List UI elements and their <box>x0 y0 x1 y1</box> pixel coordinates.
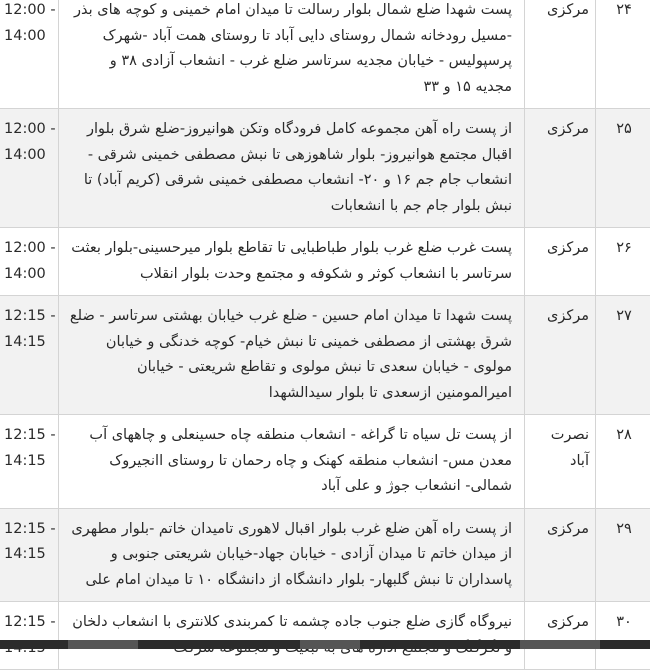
time-end: 14:00 <box>4 262 56 288</box>
row-number: ۳۰ <box>596 602 650 670</box>
area-description: نیروگاه گازی ضلع جنوب جاده چشمه تا کمربندی کلانتری با انشعاب دلخان <box>59 602 525 670</box>
table-row <box>0 602 650 670</box>
region-cell: مرکزی <box>525 0 596 109</box>
table-row <box>0 508 650 602</box>
area-description: از پست راه آهن مجموعه کامل فرودگاه وتکن هوانیروز-ضلع شرق بلوار اقبال مجتمع هوانیروز- بلوار شاهوزهی تا نبش مصطفی خمینی شرقی - انشعاب جام جم ۱۶ و ۲۰- انشعاب مصطفی خمینی شرقی (کریم آباد) تا نبش بلوار جام جم با انشعابات <box>59 109 525 228</box>
bottom-scroll-bar[interactable] <box>0 640 650 649</box>
row-number: ۲۹ <box>596 508 650 602</box>
time-start: 12:15 - <box>4 423 56 449</box>
time-end: 14:00 <box>4 143 56 169</box>
row-number: ۲۷ <box>596 296 650 415</box>
scroll-segment <box>300 640 360 649</box>
table-row <box>0 296 650 415</box>
region-cell: نصرت آباد <box>525 415 596 509</box>
area-description: پست غرب ضلع غرب بلوار طباطبایی تا تقاطع بلوار میرحسینی-بلوار بعثت سرتاسر با انشعاب کوثر و شکوفه و مجتمع وحدت بلوار انقلاب <box>59 228 525 296</box>
table-row <box>0 0 650 109</box>
region-cell: مرکزی <box>525 296 596 415</box>
scroll-segment <box>68 640 138 649</box>
row-number: ۲۴ <box>596 0 650 109</box>
time-start: 12:15 - <box>4 304 56 330</box>
time-cell <box>0 109 59 228</box>
table-row <box>0 228 650 296</box>
region-cell: مرکزی <box>525 109 596 228</box>
area-description: پست شهدا ضلع شمال بلوار رسالت تا میدان امام خمینی و کوچه های بذر -مسیل رودخانه شمال روستای دایی آباد تا روستای همت آباد -شهرک پرسپولیس - خیابان مجدیه سرتاسر ضلع غرب - انشعاب آزادی ۳۸ و مجدیه ۱۵ و ۳۳ <box>59 0 525 109</box>
row-number: ۲۵ <box>596 109 650 228</box>
row-number: ۲۶ <box>596 228 650 296</box>
time-start: 12:00 - <box>4 0 56 24</box>
row-number: ۲۸ <box>596 415 650 509</box>
time-start: 12:15 - <box>4 610 56 636</box>
time-cell <box>0 508 59 602</box>
time-cell <box>0 228 59 296</box>
table-row <box>0 109 650 228</box>
time-end: 14:00 <box>4 24 56 50</box>
time-end: 14:15 <box>4 330 56 356</box>
region-cell: مرکزی <box>525 228 596 296</box>
scroll-segment <box>520 640 600 649</box>
time-start: 12:00 - <box>4 236 56 262</box>
time-cell <box>0 296 59 415</box>
time-cell <box>0 415 59 509</box>
time-end: 14:15 <box>4 449 56 475</box>
time-cell <box>0 0 59 109</box>
time-start: 12:15 - <box>4 517 56 543</box>
area-description: از پست راه آهن ضلع غرب بلوار اقبال لاهوری تامیدان خاتم -بلوار مطهری از میدان خاتم تا میدان آزادی - خیابان جهاد-خیابان شریعتی جنوبی و پاسداران تا نبش گلبهار- بلوار دانشگاه از دانشگاه ۱۰ تا میدان امام علی <box>59 508 525 602</box>
time-start: 12:00 - <box>4 117 56 143</box>
region-cell: مرکزی <box>525 602 596 670</box>
time-cell <box>0 602 59 670</box>
table-row <box>0 415 650 509</box>
time-end: 14:15 <box>4 542 56 568</box>
area-description: پست شهدا تا میدان امام حسین - ضلع غرب خیابان بهشتی سرتاسر - ضلع شرق بهشتی از مصطفی خمینی تا نبش خیام- کوچه خدنگی و خیابان مولوی - خیابان سعدی تا نبش مولوی و تقاطع شریعتی - خیابان امیرالمومنین ازسعدی تا بلوار سیدالشهدا <box>59 296 525 415</box>
area-description: از پست تل سیاه تا گراغه - انشعاب منطقه چاه حسینعلی و چاههای آب معدن مس- انشعاب منطقه کهنک و چاه رحمان تا روستای اانجیروک شمالی- انشعاب جوژ و علی آباد <box>59 415 525 509</box>
region-cell: مرکزی <box>525 508 596 602</box>
